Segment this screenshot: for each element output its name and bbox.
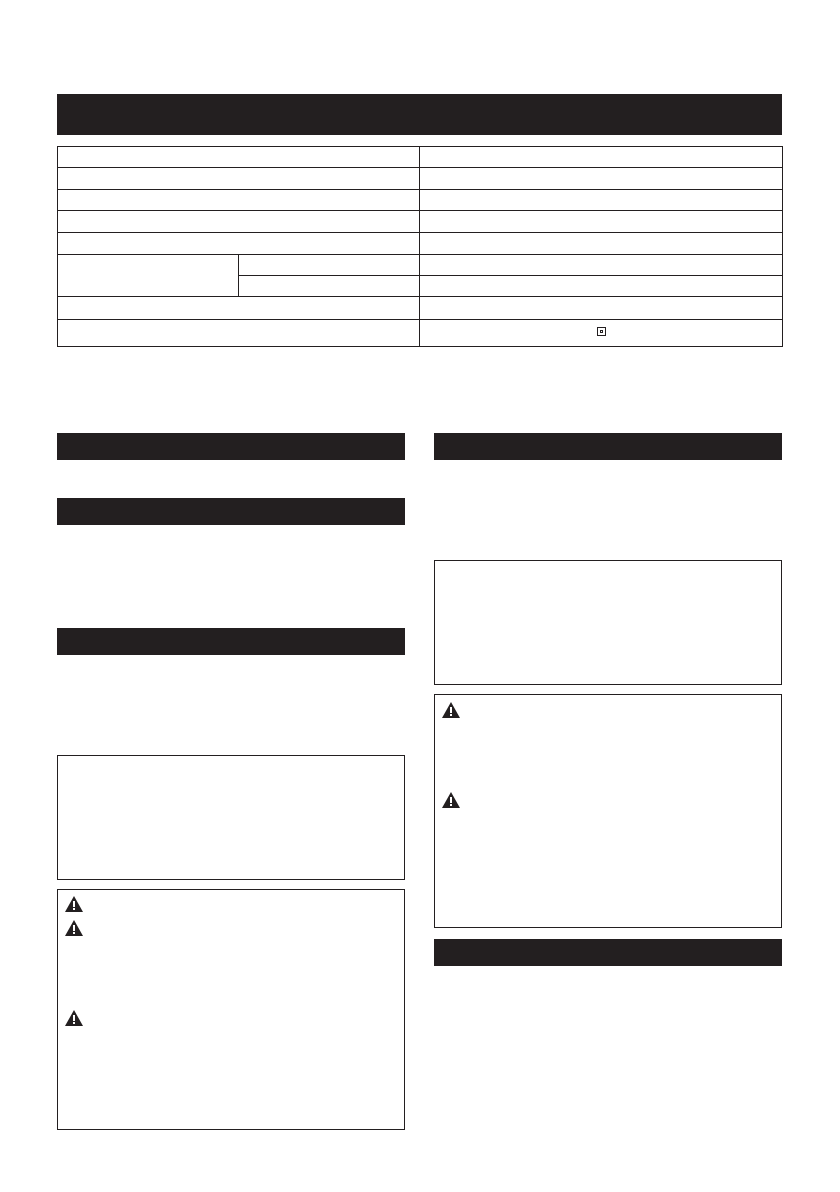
table-cell — [420, 210, 783, 232]
table-cell — [239, 275, 420, 296]
table-row — [58, 254, 783, 275]
table-cell — [420, 168, 783, 189]
notice-box — [434, 560, 782, 685]
table-cell — [58, 210, 420, 232]
warning-triangle-icon — [65, 1010, 83, 1026]
table-cell — [420, 233, 783, 254]
table-cell — [58, 189, 420, 210]
table-cell — [58, 319, 420, 346]
table-row — [58, 210, 783, 232]
table-cell — [420, 319, 783, 346]
warning-triangle-icon — [65, 896, 83, 912]
warning-box — [57, 889, 405, 1130]
warning-triangle-icon — [442, 702, 460, 718]
table-row — [58, 168, 783, 189]
table-cell — [58, 297, 420, 319]
warning-triangle-icon — [65, 920, 83, 936]
specifications-header-bar — [57, 94, 782, 135]
notice-box — [57, 755, 405, 880]
table-cell — [420, 254, 783, 275]
warning-triangle-icon — [442, 792, 460, 808]
warning-box — [434, 694, 782, 928]
section-header-bar — [57, 628, 405, 655]
specifications-table — [57, 146, 783, 347]
double-insulation-icon — [597, 327, 606, 336]
table-row — [58, 297, 783, 319]
table-row — [58, 233, 783, 254]
table-row — [58, 319, 783, 346]
table-cell — [420, 147, 783, 168]
table-cell — [58, 147, 420, 168]
table-row — [58, 189, 783, 210]
table-cell — [58, 233, 420, 254]
section-header-bar — [434, 939, 782, 966]
table-cell — [420, 275, 783, 296]
table-cell — [420, 189, 783, 210]
table-cell — [239, 254, 420, 275]
section-header-bar — [434, 433, 782, 460]
section-header-bar — [57, 433, 405, 460]
table-row — [58, 147, 783, 168]
table-cell — [420, 297, 783, 319]
table-cell — [58, 254, 239, 297]
section-header-bar — [57, 498, 405, 525]
table-cell — [58, 168, 420, 189]
